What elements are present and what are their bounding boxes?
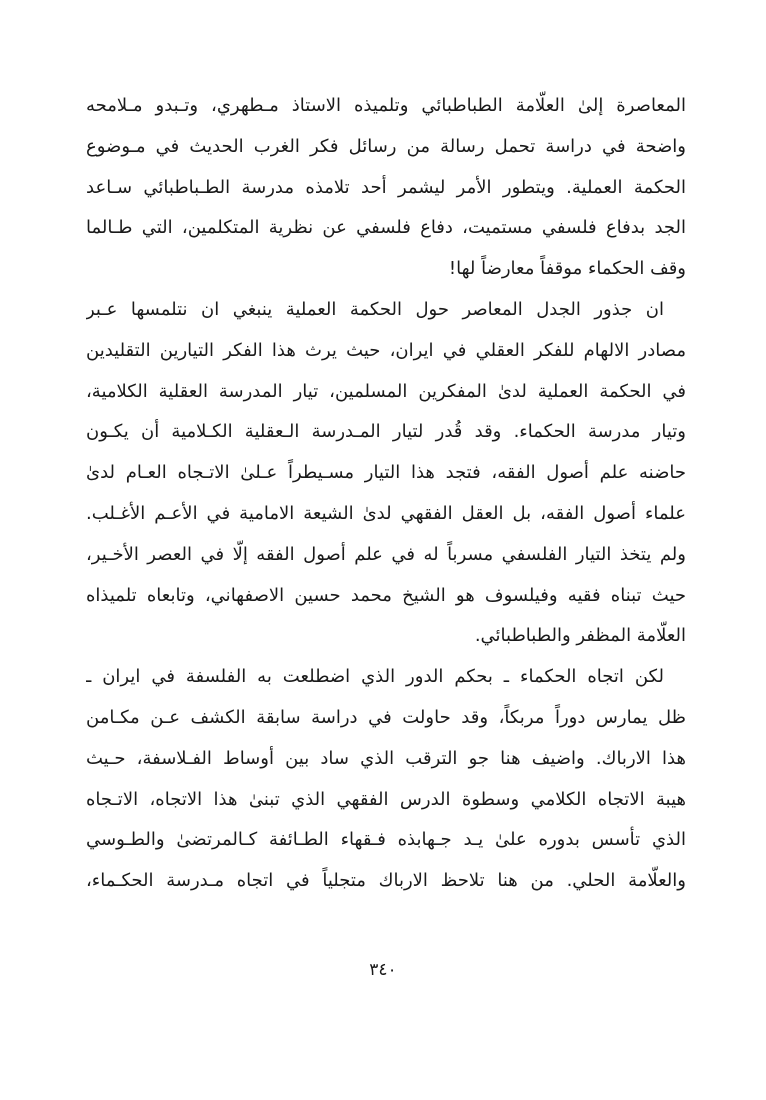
text-line: وقف الحكماء موقفاً معارضاً لها! xyxy=(448,258,686,280)
text-line: والعلّامة الحلي. من هنا تلاحظ الارباك متجلياً في اتجاه مـدرسة الحكـماء، xyxy=(86,870,686,892)
text-line: الحكمة العملية. ويتطور الأمر ليشمر أحد تلامذه مدرسة الطـباطبائي سـاعد xyxy=(86,176,686,198)
text-line: الجد بدفاع فلسفي مستميت، دفاع فلسفي عن نظرية المتكلمين، التي طـالما xyxy=(86,217,686,239)
text-line: ان جذور الجدل المعاصر حول الحكمة العملية ينبغي ان نتلمسها عـبر xyxy=(86,298,664,320)
paragraph-3 xyxy=(86,657,686,902)
text-line: المعاصرة إلىٰ العلّامة الطباطبائي وتلميذه الاستاذ مـطهري، وتـبدو مـلامحه xyxy=(86,95,686,116)
text-line: حاضنه علم أصول الفقه، فتجد هذا التيار مسـيطراً عـلىٰ الاتـجاه العـام لدىٰ xyxy=(86,462,686,484)
text-line: وتيار مدرسة الحكماء. وقد قُدر لتيار المـدرسة الـعقلية الكـلامية أن يكـون xyxy=(86,421,686,443)
body-text xyxy=(86,86,686,902)
page-number: ٣٤٠ xyxy=(369,960,397,980)
text-line: في الحكمة العملية لدىٰ المفكرين المسلمين، تيار المدرسة العقلية الكلامية، xyxy=(86,380,686,402)
text-line: العلّامة المظفر والطباطبائي. xyxy=(474,625,686,647)
text-line: هيبة الاتجاه الكلامي وسطوة الدرس الفقهي الذي تبنىٰ هذا الاتجاه، الاتـجاه xyxy=(86,788,686,810)
text-line: ظل يمارس دوراً مربكاً، وقد حاولت في دراسة سابقة الكشف عـن مكـامن xyxy=(86,706,686,728)
text-line: علماء أصول الفقه، بل العقل الفقهي لدىٰ الشيعة الامامية في الأعـم الأغـلب. xyxy=(86,502,686,524)
paragraph-1 xyxy=(86,86,686,290)
text-line: الذي تأسس بدوره علىٰ يـد جـهابذه فـقهاء الطـائفة كـالمرتضىٰ والطـوسي xyxy=(86,829,686,851)
text-line: لكن اتجاه الحكماء ـ بحكم الدور الذي اضطلعت به الفلسفة في ايران ـ xyxy=(86,666,664,688)
text-line: مصادر الالهام للفكر العقلي في ايران، حيث يرث هذا الفكر التيارين التقليدين xyxy=(86,339,686,361)
paragraph-2 xyxy=(86,290,686,657)
text-line: واضحة في دراسة تحمل رسالة من رسائل فكر الغرب الحديث في مـوضوع xyxy=(86,135,686,157)
text-line: هذا الارباك. واضيف هنا جو الترقب الذي ساد بين أوساط الفـلاسفة، حـيث xyxy=(86,747,686,769)
text-line: ولم يتخذ التيار الفلسفي مسرباً له في علم أصول الفقه إلّا في العصر الأخـير، xyxy=(86,543,686,565)
text-line: حيث تبناه فقيه وفيلسوف هو الشيخ محمد حسين الاصفهاني، وتابعاه تلميذاه xyxy=(86,584,686,606)
